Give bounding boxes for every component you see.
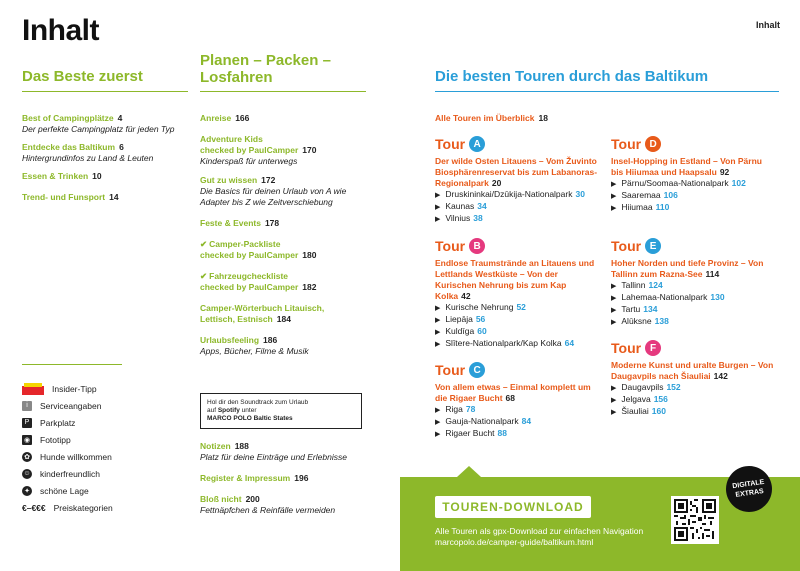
tour-f-badge: F: [645, 340, 661, 356]
page-label: Inhalt: [756, 20, 780, 30]
col1-title: Das Beste zuerst: [22, 68, 143, 85]
legend-rule: [22, 364, 122, 365]
col3-title: Die besten Touren durch das Baltikum: [435, 68, 709, 85]
arrow-icon: ▶: [611, 409, 617, 416]
list-item[interactable]: ▶ Hiiumaa 110: [611, 202, 670, 212]
toc-entry[interactable]: Feste & Events 178: [200, 218, 280, 228]
list-item[interactable]: ▶ Slītere-Nationalpark/Kap Kolka 64: [435, 338, 575, 348]
arrow-icon: ▶: [611, 205, 617, 212]
tour-b-badge: B: [469, 238, 485, 254]
tour-d[interactable]: Tour D Insel-Hopping in Estland – Von Pärnu bis Hiiumaa und Haapsalu 92 ▶ Pärnu/Soomaa-Nationalpark 102 ▶ Saaremaa 106 ▶ Hiiumaa 110: [611, 136, 771, 214]
parking-icon: P: [22, 418, 32, 428]
tour-f[interactable]: Tour F Moderne Kunst und uralte Burgen – Von Daugavpils nach Šiauliai 142 ▶ Daugavpils 152 ▶ Jelgava 156 ▶ Šiauliai 160: [611, 340, 776, 418]
download-panel-notch: [457, 466, 481, 477]
arrow-icon: ▶: [435, 192, 441, 199]
toc-entry[interactable]: ✔ Fahrzeugcheckliste checked by PaulCamper 182: [200, 271, 317, 292]
download-link[interactable]: marcopolo.de/camper-guide/baltikum.html: [435, 537, 594, 547]
col2-entries-lower: [200, 441, 375, 516]
toc-entry[interactable]: Bloß nicht 200 Fettnäpfchen & Reinfälle vermeiden: [200, 494, 336, 515]
list-item[interactable]: ▶ Kurische Nehrung 52: [435, 302, 526, 312]
list-item[interactable]: ▶ Druskininkai/Dzūkija-Nationalpark 30: [435, 189, 585, 199]
arrow-icon: ▶: [435, 329, 441, 336]
legend-item: ✿ Hunde willkommen: [22, 448, 182, 465]
tour-d-badge: D: [645, 136, 661, 152]
tour-c-badge: C: [469, 362, 485, 378]
child-icon: ☺: [23, 470, 31, 477]
col1-rule: [22, 91, 188, 92]
list-item[interactable]: ▶ Jelgava 156: [611, 394, 668, 404]
list-item[interactable]: ▶ Kaunas 34: [435, 201, 487, 211]
legend-item: Insider-Tipp: [22, 380, 182, 397]
arrow-icon: ▶: [435, 407, 441, 414]
location-icon: ✦: [22, 486, 32, 496]
toc-entry[interactable]: Adventure Kids checked by PaulCamper 170 Kinderspaß für unterwegs: [200, 134, 317, 166]
info-icon: i: [22, 401, 32, 411]
list-item[interactable]: ▶ Vilnius 38: [435, 213, 483, 223]
tour-download-button[interactable]: TOUREN-DOWNLOAD: [435, 496, 591, 518]
legend-item: €–€€€ Preiskategorien: [22, 502, 113, 513]
qr-code-icon[interactable]: [671, 496, 719, 544]
toc-entry[interactable]: Gut zu wissen 172 Die Basics für deinen Urlaub von A wie Adapter bis Z wie Zeitverschiebung: [200, 175, 347, 207]
legend-item: ◉ Fototipp: [23, 434, 71, 445]
arrow-icon: ▶: [435, 341, 441, 348]
list-item[interactable]: ▶ Tallinn 124: [611, 280, 663, 290]
list-item[interactable]: ▶ Lahemaa-Nationalpark 130: [611, 292, 725, 302]
list-item[interactable]: ▶ Kuldīga 60: [435, 326, 487, 336]
arrow-icon: ▶: [611, 397, 617, 404]
arrow-icon: ▶: [611, 295, 617, 302]
col2-title: Planen – Packen – Losfahren: [200, 52, 331, 86]
check-icon: ✔: [200, 271, 208, 281]
list-item[interactable]: ▶ Riga 78: [435, 404, 476, 414]
arrow-icon: ▶: [435, 431, 441, 438]
insider-tip-icon: [22, 383, 44, 395]
spotify-box[interactable]: Hol dir den Soundtrack zum Urlaub auf Spotify unter MARCO POLO Baltic States: [200, 393, 362, 429]
tour-c[interactable]: Tour C Von allem etwas – Einmal komplett um die Rigaer Bucht 68 ▶ Riga 78 ▶ Gauja-Nationalpark 84 ▶ Rigaer Bucht 88: [435, 362, 603, 440]
download-description: Alle Touren als gpx-Download zur einfachen Navigation marcopolo.de/camper-guide/baltikum.html: [435, 526, 644, 547]
toc-entry[interactable]: Camper-Wörterbuch Litauisch, Lettisch, Estnisch 184: [200, 303, 325, 324]
list-item[interactable]: ▶ Rigaer Bucht 88: [435, 428, 507, 438]
price-icon: €–€€€: [22, 502, 46, 513]
arrow-icon: ▶: [435, 305, 441, 312]
col2-entries: [200, 113, 370, 357]
camera-icon: ◉: [23, 436, 31, 444]
tours-overview[interactable]: Alle Touren im Überblick 18: [435, 113, 548, 123]
arrow-icon: ▶: [611, 181, 617, 188]
list-item[interactable]: ▶ Saaremaa 106: [611, 190, 678, 200]
toc-entry[interactable]: Best of Campingplätze 4 Der perfekte Campingplatz für jeden Typ: [22, 113, 175, 134]
toc-entry[interactable]: Urlaubsfeeling 186 Apps, Bücher, Filme & Musik: [200, 335, 309, 356]
list-item[interactable]: ▶ Šiauliai 160: [611, 406, 666, 416]
toc-entry[interactable]: Trend- und Funsport 14: [22, 192, 119, 202]
arrow-icon: ▶: [611, 283, 617, 290]
arrow-icon: ▶: [435, 419, 441, 426]
legend-item: ✦ schöne Lage: [22, 482, 182, 499]
arrow-icon: ▶: [611, 193, 617, 200]
arrow-icon: ▶: [611, 307, 617, 314]
tour-e[interactable]: Tour E Hoher Norden und tiefe Provinz – Von Tallinn zum Razna-See 114 ▶ Tallinn 124 ▶ Lahemaa-Nationalpark 130 ▶ Tartu 134 ▶ Alūksne 138: [611, 238, 771, 328]
list-item[interactable]: ▶ Pärnu/Soomaa-Nationalpark 102: [611, 178, 746, 188]
list-item[interactable]: ▶ Alūksne 138: [611, 316, 669, 326]
tour-a[interactable]: Tour A Der wilde Osten Litauens – Vom Žuvinto Biosphärenreservat bis zum Labanoras-Regionalpark 20 ▶ Druskininkai/Dzūkija-Nationalpark 30 ▶ Kaunas 34 ▶ Vilnius 38: [435, 136, 603, 225]
arrow-icon: ▶: [435, 317, 441, 324]
tour-b[interactable]: Tour B Endlose Traumstrände an Litauens und Lettlands Westküste – Von der Kurischen Nehrung bis zum Kap Kolka 42 ▶ Kurische Nehrung 52 ▶ Liepāja 56 ▶ Kuldīga 60 ▶ Slītere-Nationalpark/Kap Kolka 64: [435, 238, 595, 348]
digital-extras-badge: DIGITALE EXTRAS: [723, 463, 775, 515]
toc-entry[interactable]: Register & Impressum 196: [200, 473, 309, 483]
list-item[interactable]: ▶ Daugavpils 152: [611, 382, 681, 392]
toc-entry[interactable]: Essen & Trinken 10: [22, 171, 102, 181]
list-item[interactable]: ▶ Liepāja 56: [435, 314, 486, 324]
arrow-icon: ▶: [435, 216, 441, 223]
arrow-icon: ▶: [611, 319, 617, 326]
legend-item: ☺ kinderfreundlich: [23, 468, 101, 479]
dog-icon: ✿: [22, 452, 32, 462]
page-title: Inhalt: [22, 14, 99, 47]
legend-item: i Serviceangaben: [22, 397, 182, 414]
toc-entry[interactable]: ✔ Camper-Packliste checked by PaulCamper 180: [200, 239, 317, 260]
col1-entries: [22, 113, 187, 203]
check-icon: ✔: [200, 239, 208, 249]
arrow-icon: ▶: [611, 385, 617, 392]
legend-item: P Parkplatz: [22, 414, 182, 431]
toc-entry[interactable]: Notizen 188 Platz für deine Einträge und Erlebnisse: [200, 441, 347, 462]
col3-rule: [435, 91, 779, 92]
arrow-icon: ▶: [435, 204, 441, 211]
list-item[interactable]: ▶ Gauja-Nationalpark 84: [435, 416, 532, 426]
col2-rule: [200, 91, 366, 92]
tour-a-badge: A: [469, 136, 485, 152]
toc-entry[interactable]: Anreise 166: [200, 113, 250, 123]
legend: [22, 380, 182, 516]
list-item[interactable]: ▶ Tartu 134: [611, 304, 658, 314]
tour-e-badge: E: [645, 238, 661, 254]
toc-entry[interactable]: Entdecke das Baltikum 6 Hintergrundinfos zu Land & Leuten: [22, 142, 154, 163]
